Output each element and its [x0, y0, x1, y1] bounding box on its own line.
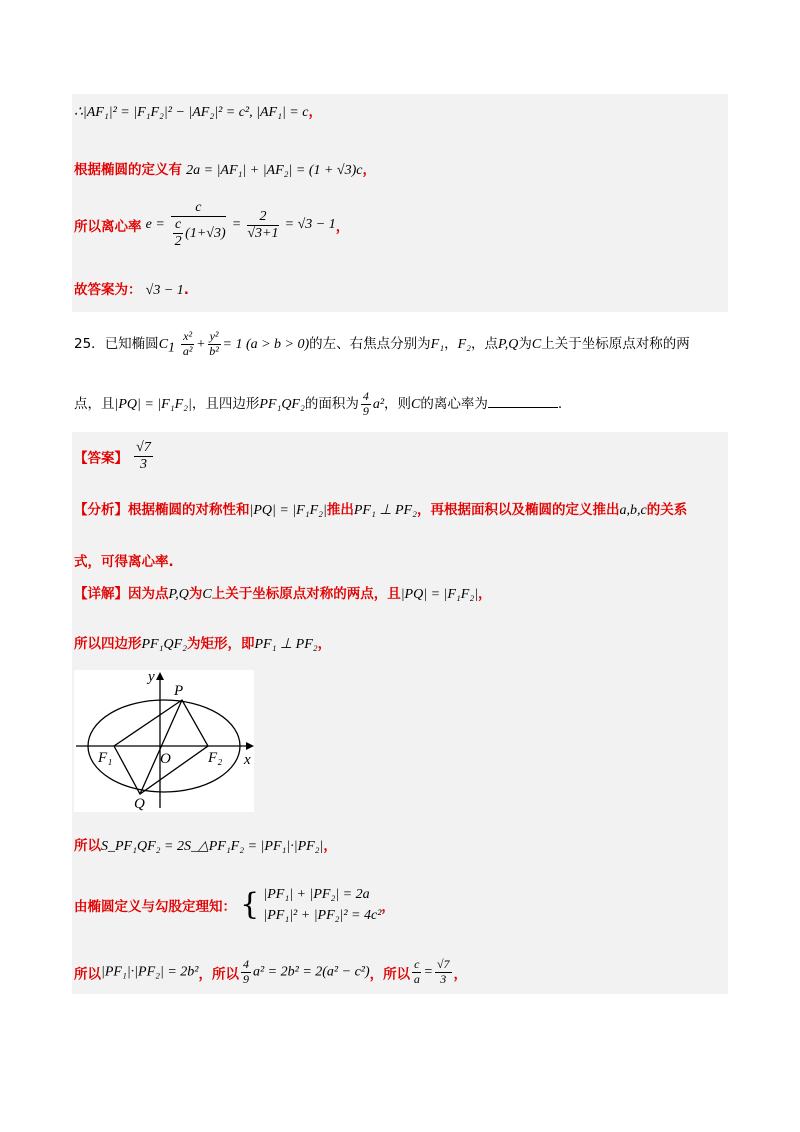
x-axis-arrow — [246, 742, 254, 750]
nested-fraction: $\frac{c}{2}$ — [174, 217, 182, 250]
solution-line-3: 所以离心率 e = c $\frac{c}{2}$ (1+√3) = $\frac{2}{√3+1}$ = √3 − 1， — [74, 200, 350, 250]
analysis-line-2: 式，可得离心率. — [74, 554, 174, 570]
point-p-label: P — [174, 683, 184, 699]
solution-line-2: 根据椭圆的定义有 2a = |AF₁| + |AF₂| = (1 + √3)c， — [74, 162, 376, 178]
ellipse-y-term: $\frac{\text{y²}}{\text{b²}}$ — [209, 329, 219, 358]
ellipse-figure — [74, 670, 254, 812]
point-q-label: Q — [134, 796, 145, 812]
nested-denominator: $\frac{c}{2}$ (1+√3) — [174, 217, 226, 250]
answer-line — [74, 440, 155, 473]
focus-f2-label: F₂ — [208, 750, 223, 766]
analysis-label: 【分析】 — [74, 502, 128, 518]
ellipse-diagram — [74, 670, 254, 812]
detail-line-system: 由椭圆定义与勾股定理知： { |PF₁| + |PF₂| = 2a |PF₁|² + |PF₂|² = 4c² ， — [74, 884, 395, 926]
answer-label: 【答案】 — [74, 450, 128, 467]
area-formula: S_PF₁QF₂ = 2S_△PF₁F₂ = |PF₁|·|PF₂| — [101, 839, 324, 854]
area-fraction: $\frac{4}{9}$ — [362, 389, 369, 418]
eccentricity-fraction-1: c $\frac{c}{2}$ (1+√3) — [171, 200, 226, 250]
answer-blank — [488, 395, 558, 408]
eccentricity-result: $\frac{√7}{3}$ — [436, 957, 450, 986]
analysis-line-1: 【分析】根据椭圆的对称性和|PQ| = |F₁F₂|推出PF₁ ⊥ PF₂，再根据面积以及椭圆的定义推出a,b,c的关系 — [74, 502, 688, 518]
y-axis-label: y — [148, 670, 155, 685]
detail-line-final: 所以|PF₁|·|PF₂| = 2b²，所以 $\frac{4}{9}$ a² = 2b² = 2(a² − c²)，所以 $\frac{c}{a}$ = $\frac{√7}{3}$ ， — [74, 957, 468, 986]
solution-line-1: ∴|AF₁|² = |F₁F₂|² − |AF₂|² = c², |AF₁| = c， — [74, 104, 322, 120]
answer-value: $\frac{√7}{3}$ — [136, 440, 151, 473]
focus-f1-label: F₁ — [98, 750, 113, 766]
final-answer-math: √3 − 1 — [145, 283, 184, 298]
four-ninths: $\frac{4}{9}$ — [242, 957, 249, 986]
math-af1-squared: ∴|AF₁|² = |F₁F₂|² − |AF₂|² = c², |AF₁| = c — [74, 105, 309, 120]
y-axis-arrow — [156, 672, 164, 680]
c-over-a: $\frac{c}{a}$ — [413, 957, 420, 986]
question-line-2: 点，且|PQ| = |F₁F₂|，且四边形PF₁QF₂的面积为 $\frac{4}{9}$ a²，则C的离心率为 . — [74, 389, 563, 418]
detail-line-1: 【详解】因为点P,Q为C上关于坐标原点对称的两点，且|PQ| = |F₁F₂|， — [74, 586, 492, 602]
origin-label: O — [160, 751, 171, 767]
math-2a: 2a = |AF₁| + |AF₂| = (1 + √3)c — [186, 163, 363, 178]
equation-system: |PF₁| + |PF₂| = 2a |PF₁|² + |PF₂|² = 4c² — [263, 887, 382, 923]
eccentricity-fraction-2: $\frac{2}{√3+1}$ — [247, 208, 279, 241]
x-axis-label: x — [244, 752, 251, 768]
ellipse-x-term: $\frac{\text{x²}}{\text{a²}}$ — [182, 329, 193, 358]
system-brace: { — [240, 887, 260, 922]
solution-line-4: 故答案为： √3 − 1. — [74, 282, 189, 298]
question-number: 25． — [74, 335, 105, 352]
detail-label: 【详解】 — [74, 586, 128, 602]
detail-line-area: 所以S_PF₁QF₂ = 2S_△PF₁F₂ = |PF₁|·|PF₂|， — [74, 838, 337, 854]
detail-line-2: 所以四边形PF₁QF₂为矩形，即PF₁ ⊥ PF₂， — [74, 636, 332, 652]
question-line-1: 25．已知椭圆$C_1$ $\frac{\text{x²}}{\text{a²}}$ + $\frac{\text{y²}}{\text{b²}}$ = 1 (a > b > 0)的左、右焦点分别为F₁，F₂，点P,Q为C上关于坐标原点对称的两 — [74, 329, 690, 358]
